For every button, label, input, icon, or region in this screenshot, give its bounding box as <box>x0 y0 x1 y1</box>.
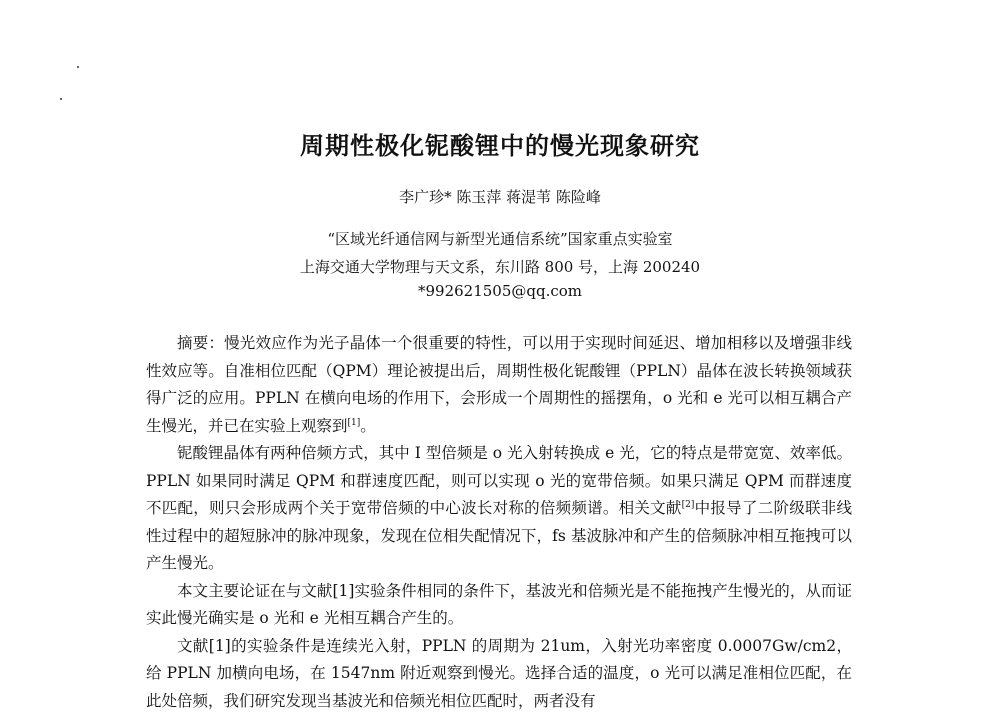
para2-text-a: 铌酸锂晶体有两种倍频方式，其中 I 型倍频是 o 光入射转换成 e 光，它的特点是带宽宽、效率低。PPLN 如果同时满足 QPM 和群速度匹配，则可以实现 o 光的宽带倍频。如果只满足 QPM 而群速度不匹配，则只会形成两个关于宽带倍频的中心波长对称的倍频频谱。相关文献 <box>146 444 852 517</box>
abstract-text: 慢光效应作为光子晶体一个很重要的特性，可以用于实现时间延迟、增加相移以及增强非线性效应等。自准相位匹配（QPM）理论被提出后，周期性极化铌酸锂（PPLN）晶体在波长转换领域获得广泛的应用。PPLN 在横向电场的作用下，会形成一个周期性的摇摆角，o 光和 e 光可以相互耦合产生慢光，并已在实验上观察到 <box>146 334 852 435</box>
contact-email: *992621505@qq.com <box>0 282 1000 300</box>
abstract-label: 摘要： <box>177 334 224 352</box>
para2-text-b: 中报导了二阶级联非线性过程中的超短脉冲的脉冲现象，发现在位相失配情况下，fs 基波脉冲和产生的倍频脉冲相互拖拽可以产生慢光。 <box>146 499 852 572</box>
reference-marker: [2] <box>682 500 695 510</box>
reference-marker: [1] <box>348 417 361 427</box>
scan-speck <box>60 98 62 100</box>
abstract-end: 。 <box>360 417 376 435</box>
affiliation-lab: “区域光纤通信网与新型光通信系统”国家重点实验室 <box>0 228 1000 249</box>
body-paragraph-3: 本文主要论证在与文献[1]实验条件相同的条件下，基波光和倍频光是不能拖拽产生慢光的，从而证实此慢光确实是 o 光和 e 光相互耦合产生的。 <box>146 578 852 633</box>
paper-body <box>146 330 852 715</box>
body-paragraph-4: 文献[1]的实验条件是连续光入射，PPLN 的周期为 21um，入射光功率密度 0.0007Gw/cm2，给 PPLN 加横向电场，在 1547nm 附近观察到慢光。选择合适的温度，o 光可以满足准相位匹配，在此处倍频，我们研究发现当基波光和倍频光相位匹配时，两者没有 <box>146 633 852 715</box>
author-list: 李广珍* 陈玉萍 蒋湜苇 陈险峰 <box>0 186 1000 207</box>
body-paragraph-2 <box>146 440 852 578</box>
scan-speck <box>77 66 79 68</box>
paper-title: 周期性极化铌酸锂中的慢光现象研究 <box>0 126 1000 161</box>
abstract-paragraph <box>146 330 852 440</box>
affiliation-address: 上海交通大学物理与天文系，东川路 800 号，上海 200240 <box>0 256 1000 277</box>
